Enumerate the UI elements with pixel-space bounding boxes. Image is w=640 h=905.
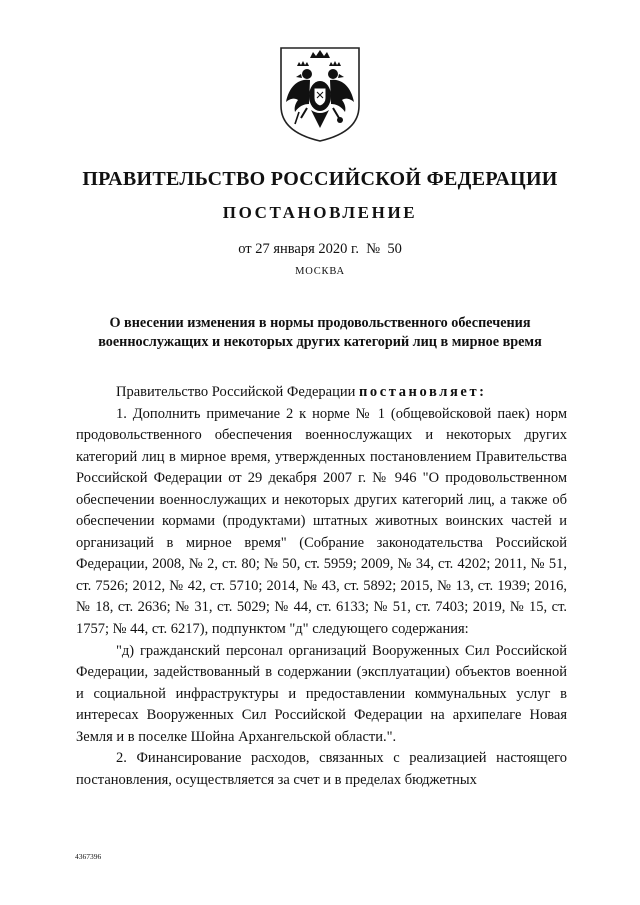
government-title: ПРАВИТЕЛЬСТВО РОССИЙСКОЙ ФЕДЕРАЦИИ (82, 168, 558, 190)
amendment-quote: "д) гражданский персонал организаций Вооруженных Сил Российской Федерации, задействованный в содержании (эксплуатации) объектов военной и социальной инфраструктуры и предоставлении коммунальных услуг в интересах Вооруженных Сил Российской Федерации на архипелаге Новая Земля и в поселке Шойна Архангельской области.". (76, 642, 567, 745)
russian-coat-of-arms-icon (277, 44, 363, 144)
paragraph-2: 2. Финансирование расходов, связанных с реализацией настоящего постановления, осуществляется за счет и в пределах бюджетных (76, 750, 567, 788)
preamble (76, 382, 567, 404)
document-number: 50 (387, 241, 402, 257)
document-body (76, 382, 567, 791)
subject-line-2: военнослужащих и некоторых других категорий лиц в мирное время (98, 334, 542, 350)
preamble-text: Правительство Российской Федерации (116, 384, 356, 400)
paragraph-1: 1. Дополнить примечание 2 к норме № 1 (общевойсковой паек) норм продовольственного обеспечения военнослужащих и некоторых других категорий лиц в мирное время, утвержденных постановлением Правительства Российской Федерации от 29 декабря 2007 г. № 946 "О продовольственном обеспечении военнослужащих и некоторых других категорий лиц, а также об обеспечении кормами (продуктами) штатных животных воинских частей и организаций в мирное время" (Собрание законодательства Российской Федерации, 2008, № 2, ст. 80; № 50, ст. 5959; 2009, № 34, ст. 4202; 2011, № 51, ст. 7526; 2012, № 42, ст. 5710; 2014, № 43, ст. 5892; 2015, № 13, ст. 1939; 2016, № 18, ст. 2636; № 31, ст. 5029; № 44, ст. 6133; № 51, ст. 7403; 2019, № 15, ст. 1757; № 44, ст. 6217), подпунктом "д" следующего содержания: (76, 405, 567, 638)
coat-of-arms-emblem (277, 44, 363, 144)
document-type: ПОСТАНОВЛЕНИЕ (222, 203, 418, 222)
document-subject (60, 314, 580, 352)
document-city: МОСКВА (295, 266, 345, 277)
document-date-line (0, 241, 640, 258)
number-sign: № (366, 241, 381, 257)
preamble-verb: постановляет: (358, 384, 487, 400)
subject-line-1: О внесении изменения в нормы продовольственного обеспечения (109, 315, 531, 331)
document-date: от 27 января 2020 г. (238, 241, 359, 257)
footer-document-code: 4367396 (75, 852, 102, 861)
